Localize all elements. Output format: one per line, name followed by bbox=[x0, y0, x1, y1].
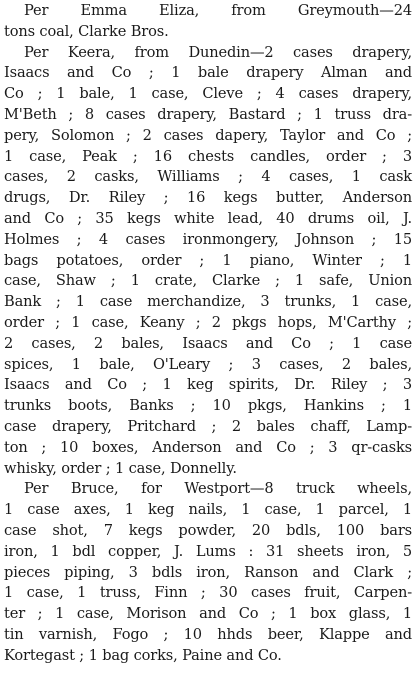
text-line: 1 case axes, 1 keg nails, 1 case, 1 parcel, 1 bbox=[4, 501, 412, 519]
text-line: Bank ; 1 case merchandize, 3 trunks, 1 case, bbox=[4, 293, 412, 311]
text-line: spices, 1 bale, O'Leary ; 3 cases, 2 bales, bbox=[4, 355, 412, 373]
text-line: M'Beth ; 8 cases drapery, Bastard ; 1 truss dra- bbox=[4, 105, 412, 123]
text-line: ter ; 1 case, Morison and Co ; 1 box glass, 1 bbox=[4, 605, 412, 623]
text-line: Isaacs and Co ; 1 bale drapery Alman and bbox=[4, 64, 412, 82]
text-line: Per Keera, from Dunedin—2 cases drapery, bbox=[24, 43, 412, 61]
text-line: iron, 1 bdl copper, J. Lums : 31 sheets iron, 5 bbox=[4, 542, 412, 560]
newspaper-column bbox=[4, 1, 412, 667]
text-line: whisky, order ; 1 case, Donnelly. bbox=[4, 459, 237, 477]
shipping-paragraph bbox=[4, 479, 412, 666]
text-line: 1 case, Peak ; 16 chests candles, order ; 3 bbox=[4, 147, 412, 165]
text-line: ton ; 10 boxes, Anderson and Co ; 3 qr-casks bbox=[4, 438, 412, 456]
text-line: Holmes ; 4 cases ironmongery, Johnson ; 15 bbox=[4, 230, 412, 248]
text-line: pieces piping, 3 bdls iron, Ranson and Clark ; bbox=[4, 563, 412, 581]
text-line: Isaacs and Co ; 1 keg spirits, Dr. Riley ; 3 bbox=[4, 376, 412, 394]
shipping-paragraph bbox=[4, 1, 412, 43]
text-line: cases, 2 casks, Williams ; 4 cases, 1 cask bbox=[4, 168, 412, 186]
text-line: and Co ; 35 kegs white lead, 40 drums oil, J. bbox=[4, 209, 412, 227]
text-line: pery, Solomon ; 2 cases dapery, Taylor and Co ; bbox=[4, 126, 412, 144]
shipping-paragraph bbox=[4, 43, 412, 480]
text-line: Per Emma Eliza, from Greymouth—24 bbox=[24, 2, 412, 19]
text-line: Kortegast ; 1 bag corks, Paine and Co. bbox=[4, 646, 282, 664]
text-line: order ; 1 case, Keany ; 2 pkgs hops, M'Carthy ; bbox=[4, 313, 412, 331]
text-line: bags potatoes, order ; 1 piano, Winter ; 1 bbox=[4, 251, 412, 269]
text-line: trunks boots, Banks ; 10 pkgs, Hankins ; 1 bbox=[4, 397, 412, 415]
text-line: case shot, 7 kegs powder, 20 bdls, 100 bars bbox=[4, 521, 412, 539]
text-line: case, Shaw ; 1 crate, Clarke ; 1 safe, Union bbox=[4, 272, 412, 290]
text-line: 2 cases, 2 bales, Isaacs and Co ; 1 case bbox=[4, 334, 412, 352]
text-line: tin varnish, Fogo ; 10 hhds beer, Klappe and bbox=[4, 625, 412, 643]
text-line: case drapery, Pritchard ; 2 bales chaff, Lamp- bbox=[4, 417, 412, 435]
text-line: 1 case, 1 truss, Finn ; 30 cases fruit, Carpen- bbox=[4, 584, 412, 602]
text-line: tons coal, Clarke Bros. bbox=[4, 22, 169, 40]
text-line: drugs, Dr. Riley ; 16 kegs butter, Anderson bbox=[4, 189, 412, 207]
text-line: Co ; 1 bale, 1 case, Cleve ; 4 cases drapery, bbox=[4, 85, 412, 103]
text-line: Per Bruce, for Westport—8 truck wheels, bbox=[24, 480, 412, 498]
